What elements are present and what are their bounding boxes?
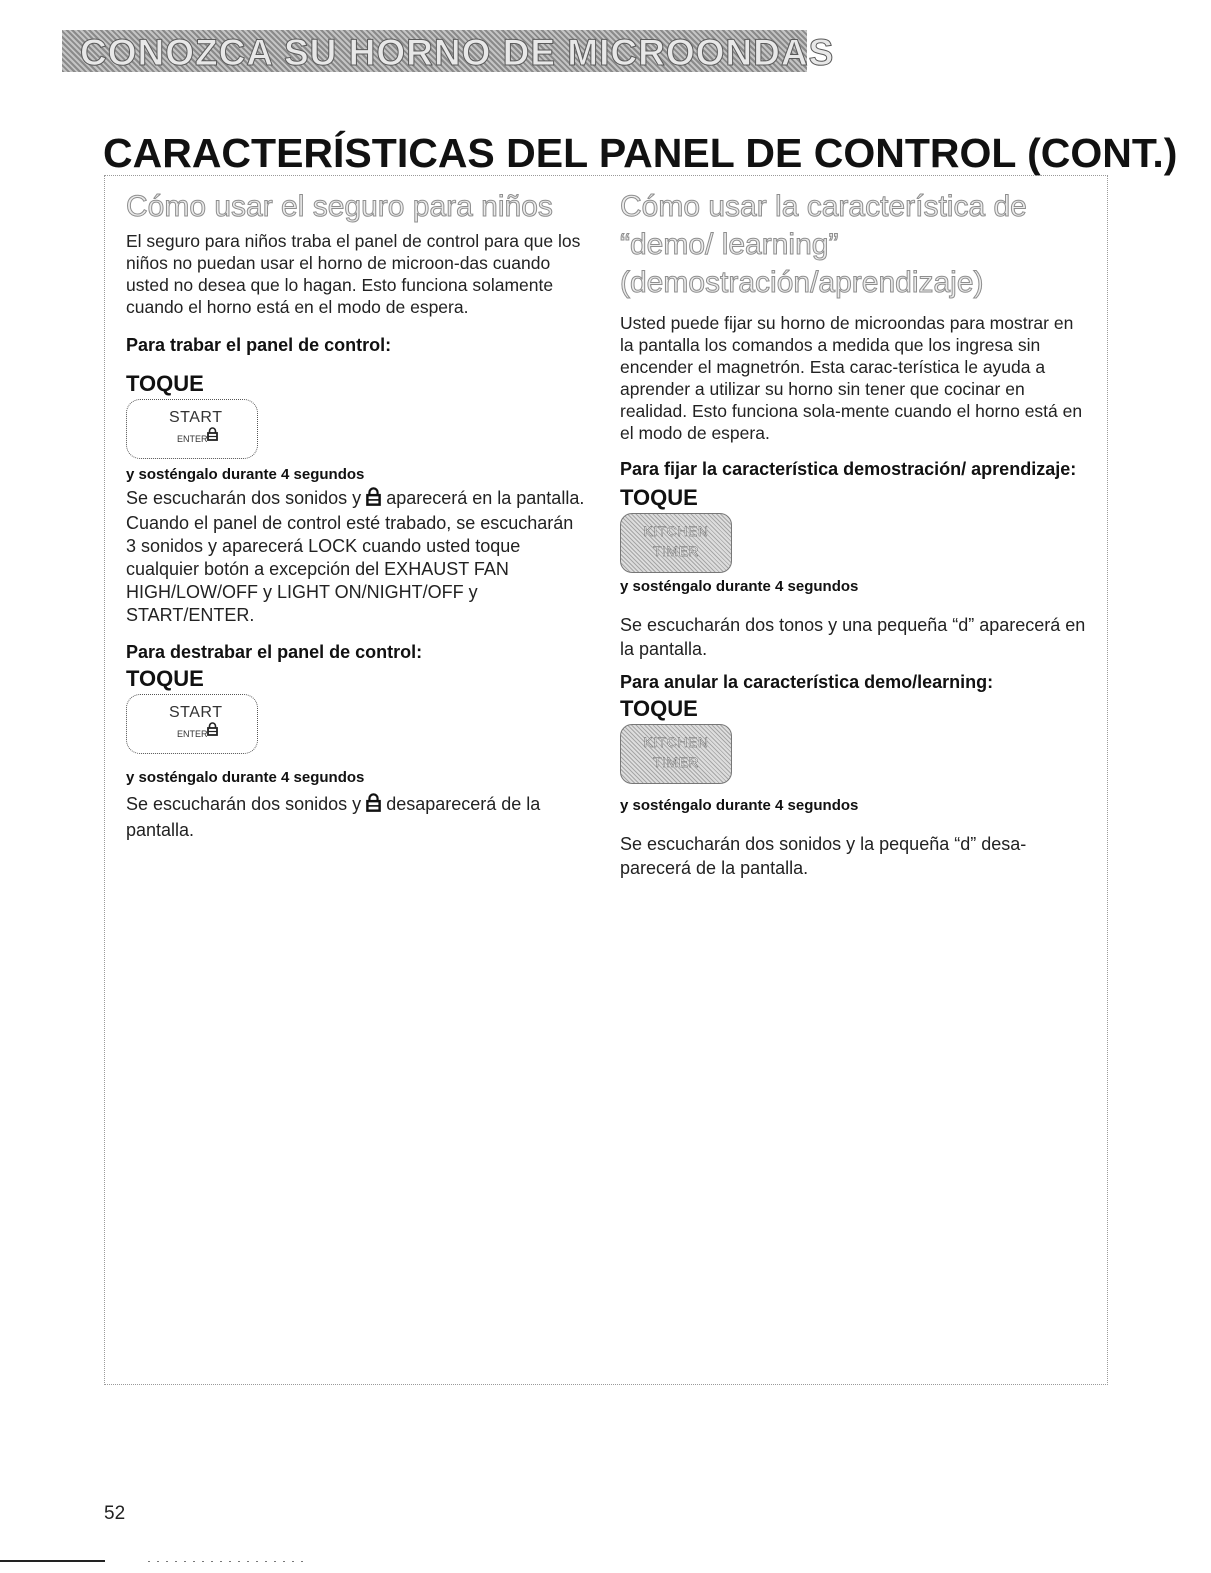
enter-label: ENTER — [177, 729, 208, 739]
lock-icon — [207, 722, 218, 741]
kitchen-timer-button — [620, 513, 732, 573]
start-label: START — [169, 409, 223, 426]
footer-rule — [0, 1560, 105, 1562]
start-enter-button — [126, 399, 258, 459]
section-banner — [62, 30, 835, 73]
lock-result-part2: aparecerá en la pantalla. Cuando el panel de control esté trabado, se escucharán 3 sonidos y aparecerá LOCK cuando usted toque cualquier botón a excepción del EXHAUST FAN HIGH/LOW/OFF y LIGHT ON/NIGHT/OFF y START/ENTER. — [126, 488, 585, 625]
cancel-result-text: Se escucharán dos sonidos y la pequeña “d” desa-parecerá de la pantalla. — [620, 834, 1027, 878]
page-title: CARACTERÍSTICAS DEL PANEL DE CONTROL (CONT.) — [103, 130, 1178, 176]
lock-panel-subheading: Para trabar el panel de control: — [126, 335, 392, 355]
demo-learning-heading: Cómo usar la característica de “demo/ learning” (demostración/aprendizaje) — [620, 190, 1027, 299]
set-demo-subheading: Para fijar la característica demostración/ aprendizaje: — [620, 459, 1077, 479]
enter-label: ENTER — [177, 434, 208, 444]
start-label: START — [169, 704, 223, 721]
lock-result-part1: Se escucharán dos sonidos y — [126, 488, 362, 508]
lock-icon — [366, 793, 381, 818]
cancel-demo-subheading: Para anular la característica demo/learning: — [620, 672, 994, 692]
unlock-result-part1: Se escucharán dos sonidos y — [126, 794, 362, 814]
footer-mark — [148, 1561, 308, 1562]
kitchen-label: KITCHEN — [643, 523, 709, 539]
lock-toque-label: TOQUE — [126, 371, 204, 396]
child-lock-heading: Cómo usar el seguro para niños — [126, 190, 553, 223]
lock-icon — [366, 487, 381, 512]
demo-learning-section — [620, 188, 1090, 880]
set-hold-instruction: y sosténgalo durante 4 segundos — [620, 578, 859, 595]
banner-title: CONOZCA SU HORNO DE MICROONDAS — [80, 32, 835, 73]
cancel-hold-instruction: y sosténgalo durante 4 segundos — [620, 797, 859, 814]
unlock-toque-label: TOQUE — [126, 666, 204, 691]
demo-learning-intro: Usted puede fijar su horno de microondas para mostrar en la pantalla los comandos a medida que los ingresa sin encender el magnetrón. Esta carac-terística le ayuda a aprender a utilizar su horno sin tener que cocinar en realidad. Esto funciona sola-mente cuando el horno está en el modo de espera. — [620, 313, 1083, 443]
set-toque-label: TOQUE — [620, 485, 698, 510]
timer-label: TIMER — [652, 543, 700, 559]
child-lock-section — [126, 188, 586, 842]
kitchen-label: KITCHEN — [643, 734, 709, 750]
timer-label: TIMER — [652, 754, 700, 770]
unlock-panel-subheading: Para destrabar el panel de control: — [126, 642, 423, 662]
lock-result-text — [126, 487, 586, 627]
lock-hold-instruction: y sosténgalo durante 4 segundos — [126, 466, 365, 483]
kitchen-timer-button — [620, 724, 732, 784]
set-result-text: Se escucharán dos tonos y una pequeña “d” aparecerá en la pantalla. — [620, 615, 1086, 659]
child-lock-intro: El seguro para niños traba el panel de control para que los niños no puedan usar el horno de microon-das cuando usted no desea que lo hagan. Esto funciona solamente cuando el horno está en el modo de espera. — [126, 231, 581, 317]
unlock-result-text — [126, 792, 586, 842]
unlock-hold-instruction: y sosténgalo durante 4 segundos — [126, 769, 365, 786]
page-number: 52 — [104, 1503, 126, 1524]
lock-icon — [207, 427, 218, 446]
start-enter-button — [126, 694, 258, 754]
cancel-toque-label: TOQUE — [620, 696, 698, 721]
unlock-result-part2: desaparecerá de la pantalla. — [126, 794, 541, 840]
